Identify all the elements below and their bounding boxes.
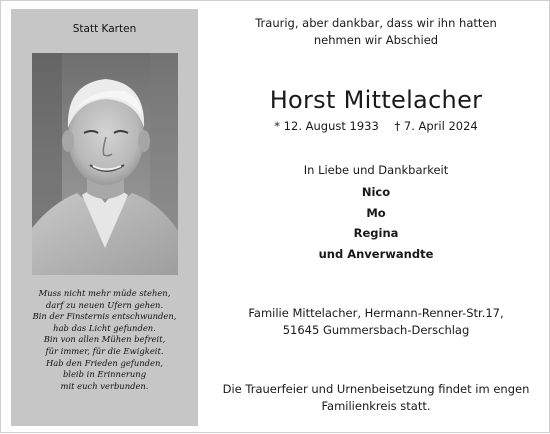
poem-line: Hab den Frieden gefunden,	[45, 357, 164, 368]
poem-line: bleib in Erinnerung	[62, 369, 147, 380]
ceremony-notice	[201, 381, 550, 415]
poem-line: für immer, für die Ewigkeit.	[45, 345, 164, 356]
birth-date: * 12. August 1933	[274, 119, 379, 133]
family-address	[201, 305, 550, 339]
portrait-illustration	[32, 53, 178, 275]
address-line: 51645 Gummersbach-Derschlag	[282, 323, 470, 337]
portrait-photo	[32, 53, 178, 275]
poem-line: darf zu neuen Ufern gehen.	[45, 299, 164, 310]
poem-line: Bin von allen Mühen befreit,	[43, 334, 166, 345]
left-gray-panel	[11, 9, 198, 426]
ceremony-line: Die Trauerfeier und Urnenbeisetzung findet im engen	[222, 382, 530, 396]
intro-text	[201, 15, 550, 49]
intro-line: nehmen wir Abschied	[313, 33, 439, 47]
notice-text-area	[201, 1, 550, 434]
poem-line: mit euch verbunden.	[60, 380, 149, 391]
poem-line: hab das Licht gefunden.	[53, 322, 156, 333]
mourners-list	[201, 182, 550, 264]
poem-line: Bin der Finsternis entschwunden,	[32, 311, 177, 322]
mourner-name: Regina	[353, 226, 399, 240]
poem	[11, 288, 198, 392]
love-line: In Liebe und Dankbarkeit	[303, 163, 449, 177]
mourner-name: und Anverwandte	[318, 246, 434, 261]
life-dates	[201, 119, 550, 133]
address-line: Familie Mittelacher, Hermann-Renner-Str.17,	[248, 306, 504, 320]
mourner-name: Nico	[361, 185, 391, 199]
death-date: † 7. April 2024	[394, 119, 478, 133]
ceremony-line: Familienkreis statt.	[321, 399, 431, 413]
deceased-name: Horst Mittelacher	[269, 86, 483, 114]
intro-line: Traurig, aber dankbar, dass wir ihn hatten	[255, 16, 497, 30]
statt-karten-label: Statt Karten	[72, 23, 137, 35]
poem-line: Muss nicht mehr müde stehen,	[38, 288, 171, 298]
mourner-name: Mo	[366, 205, 386, 220]
